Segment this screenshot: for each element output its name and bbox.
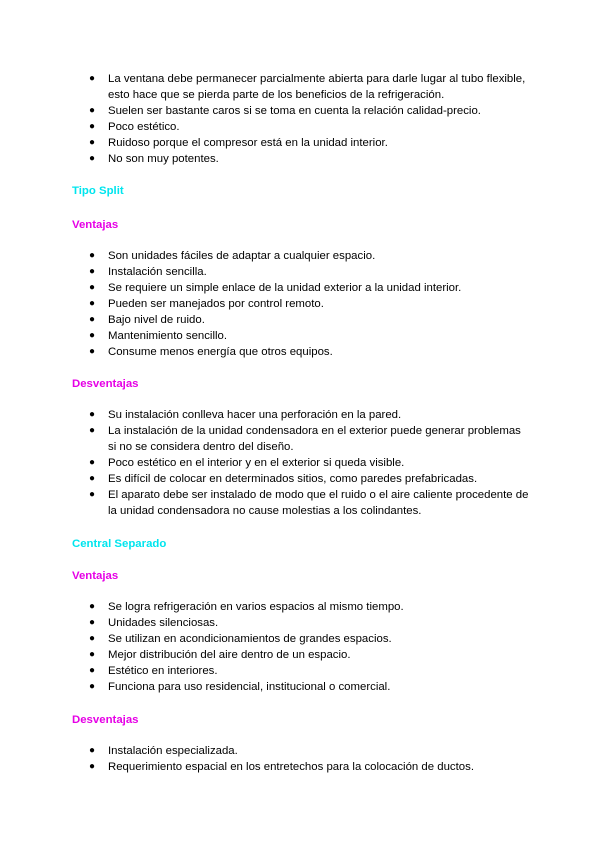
section-title-central: Central Separado bbox=[72, 538, 167, 550]
list-item-text: Se requiere un simple enlace de la unidad exterior a la unidad interior. bbox=[108, 282, 462, 294]
central-ventajas-block bbox=[0, 599, 600, 695]
list-item bbox=[0, 663, 600, 679]
list-item bbox=[0, 487, 600, 519]
central-desventajas-block bbox=[0, 743, 600, 775]
list-item bbox=[0, 759, 600, 775]
list-item bbox=[0, 264, 600, 280]
list-item-text: Poco estético en el interior y en el exterior si queda visible. bbox=[108, 457, 405, 469]
split-ventajas-block bbox=[0, 248, 600, 360]
list-item bbox=[0, 151, 600, 167]
list-item-text: La instalación de la unidad condensadora en el exterior puede generar problemas si no se considera dentro del diseño. bbox=[108, 425, 521, 453]
bullet-icon: ● bbox=[89, 298, 96, 309]
list-item-text: Se utilizan en acondicionamientos de grandes espacios. bbox=[108, 633, 392, 645]
split-desventajas-title: Desventajas bbox=[72, 378, 139, 390]
list-item bbox=[0, 328, 600, 344]
bullet-icon: ● bbox=[89, 330, 96, 341]
list-item-text: Requerimiento espacial en los entretechos para la colocación de ductos. bbox=[108, 761, 474, 773]
bullet-icon: ● bbox=[89, 409, 96, 420]
bullet-icon: ● bbox=[89, 282, 96, 293]
bullet-icon: ● bbox=[89, 761, 96, 772]
list-item bbox=[0, 631, 600, 647]
bullet-icon: ● bbox=[89, 346, 96, 357]
intro-list-block bbox=[0, 71, 600, 167]
list-item-text: No son muy potentes. bbox=[108, 153, 219, 165]
bullet-icon: ● bbox=[89, 489, 96, 500]
list-item-text: Son unidades fáciles de adaptar a cualquier espacio. bbox=[108, 250, 376, 262]
list-item-text: Unidades silenciosas. bbox=[108, 617, 219, 629]
list-item-text: Estético en interiores. bbox=[108, 665, 218, 677]
list-item bbox=[0, 743, 600, 759]
list-item bbox=[0, 119, 600, 135]
bullet-icon: ● bbox=[89, 250, 96, 261]
list-item bbox=[0, 312, 600, 328]
list-item bbox=[0, 455, 600, 471]
list-item bbox=[0, 135, 600, 151]
bullet-icon: ● bbox=[89, 633, 96, 644]
list-item-text: Suelen ser bastante caros si se toma en cuenta la relación calidad-precio. bbox=[108, 105, 481, 117]
list-item-text: Pueden ser manejados por control remoto. bbox=[108, 298, 324, 310]
list-item-text: Ruidoso porque el compresor está en la unidad interior. bbox=[108, 137, 388, 149]
central-desventajas-title: Desventajas bbox=[72, 714, 139, 726]
list-item bbox=[0, 280, 600, 296]
bullet-icon: ● bbox=[89, 105, 96, 116]
bullet-icon: ● bbox=[89, 649, 96, 660]
list-item bbox=[0, 103, 600, 119]
list-item bbox=[0, 344, 600, 360]
bullet-icon: ● bbox=[89, 665, 96, 676]
bullet-icon: ● bbox=[89, 601, 96, 612]
split-ventajas-title: Ventajas bbox=[72, 219, 119, 231]
list-item-text: Su instalación conlleva hacer una perforación en la pared. bbox=[108, 409, 402, 421]
bullet-icon: ● bbox=[89, 681, 96, 692]
bullet-icon: ● bbox=[89, 745, 96, 756]
list-item bbox=[0, 647, 600, 663]
list-item-text: Es difícil de colocar en determinados sitios, como paredes prefabricadas. bbox=[108, 473, 478, 485]
bullet-icon: ● bbox=[89, 153, 96, 164]
central-ventajas-title: Ventajas bbox=[72, 570, 119, 582]
split-ventajas-list bbox=[0, 248, 600, 360]
list-item-text: Poco estético. bbox=[108, 121, 180, 133]
list-item bbox=[0, 471, 600, 487]
bullet-icon: ● bbox=[89, 425, 96, 436]
list-item bbox=[0, 679, 600, 695]
list-item-text: Consume menos energía que otros equipos. bbox=[108, 346, 333, 358]
bullet-icon: ● bbox=[89, 121, 96, 132]
list-item-text: Mantenimiento sencillo. bbox=[108, 330, 228, 342]
list-item bbox=[0, 248, 600, 264]
split-desventajas-list bbox=[0, 407, 600, 519]
bullet-icon: ● bbox=[89, 137, 96, 148]
section-title-split: Tipo Split bbox=[72, 185, 124, 197]
bullet-icon: ● bbox=[89, 73, 96, 84]
list-item-text: Mejor distribución del aire dentro de un espacio. bbox=[108, 649, 351, 661]
list-item bbox=[0, 407, 600, 423]
list-item-text: Se logra refrigeración en varios espacios al mismo tiempo. bbox=[108, 601, 404, 613]
bullet-icon: ● bbox=[89, 266, 96, 277]
list-item bbox=[0, 599, 600, 615]
bullet-icon: ● bbox=[89, 314, 96, 325]
list-item-text: Funciona para uso residencial, institucional o comercial. bbox=[108, 681, 391, 693]
list-item-text: Instalación sencilla. bbox=[108, 266, 207, 278]
list-item bbox=[0, 423, 600, 455]
bullet-icon: ● bbox=[89, 473, 96, 484]
list-item-text: El aparato debe ser instalado de modo que el ruido o el aire caliente procedente de la unidad condensadora no cause molestias a los colindantes. bbox=[108, 489, 529, 517]
split-desventajas-block bbox=[0, 407, 600, 519]
list-item-text: La ventana debe permanecer parcialmente abierta para darle lugar al tubo flexible, esto hace que se pierda parte de los beneficios de la refrigeración. bbox=[108, 73, 526, 101]
list-item bbox=[0, 71, 600, 103]
list-item bbox=[0, 615, 600, 631]
list-item-text: Instalación especializada. bbox=[108, 745, 238, 757]
bullet-icon: ● bbox=[89, 617, 96, 628]
central-ventajas-list bbox=[0, 599, 600, 695]
central-desventajas-list bbox=[0, 743, 600, 775]
list-item bbox=[0, 296, 600, 312]
list-item-text: Bajo nivel de ruido. bbox=[108, 314, 205, 326]
bullet-icon: ● bbox=[89, 457, 96, 468]
intro-list bbox=[0, 71, 600, 167]
